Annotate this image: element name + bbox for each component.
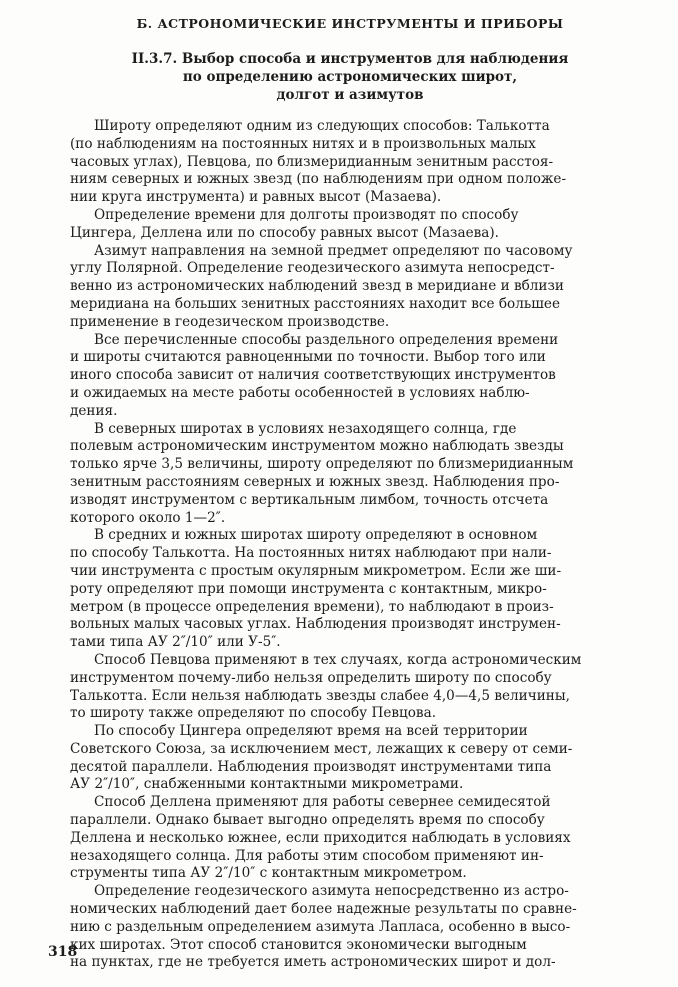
text-line: ниям северных и южных звезд (по наблюдениям при одном положе-: [70, 171, 567, 188]
text-line: По способу Цингера определяют время на всей территории: [94, 723, 528, 740]
text-line: применение в геодезическом производстве.: [70, 313, 390, 330]
text-line: зенитным расстояниям северных и южных звезд. Наблюдения про-: [70, 473, 560, 490]
text-line: Азимут направления на земной предмет определяют по часовому: [94, 242, 573, 259]
text-line: нию с раздельным определением азимута Лапласа, особенно в высо-: [70, 918, 571, 935]
text-line: струменты типа АУ 2″/10″ с контактным микрометром.: [70, 865, 467, 882]
text-line: Цингера, Деллена или по способу равных высот (Мазаева).: [70, 224, 499, 241]
text-line: Советского Союза, за исключением мест, лежащих к северу от семи-: [70, 740, 573, 757]
text-line: Деллена и несколько южнее, если приходится наблюдать в условиях: [70, 829, 571, 846]
paragraph: [70, 652, 630, 723]
paragraph: [70, 118, 630, 207]
paragraph: [70, 723, 630, 794]
text-line: и широты считаются равноценными по точности. Выбор того или: [70, 349, 546, 366]
paragraph: [70, 421, 630, 528]
text-line: инструментом почему-либо нельзя определить широту по способу: [70, 669, 552, 686]
text-line: (по наблюдениям на постоянных нитях и в произвольных малых: [70, 135, 536, 152]
body-text: [70, 118, 630, 972]
title-line: II.3.7. Выбор способа и инструментов для наблюдения: [131, 51, 569, 67]
page-number: 318: [48, 944, 78, 960]
text-line: нии круга инструмента) и равных высот (Мазаева).: [70, 189, 442, 206]
paragraph: [70, 883, 630, 972]
text-line: которого около 1—2″.: [70, 509, 226, 526]
text-line: Способ Деллена применяют для работы севернее семидесятой: [94, 794, 551, 811]
text-line: по способу Талькотта. На постоянных нитях наблюдают при нали-: [70, 545, 552, 562]
text-line: Талькотта. Если нельзя наблюдать звезды слабее 4,0—4,5 величины,: [70, 687, 570, 704]
text-line: меридиана на больших зенитных расстояниях находит все большее: [70, 295, 560, 312]
paragraph: [70, 794, 630, 883]
text-line: Определение времени для долготы производят по способу: [94, 206, 519, 223]
paragraph: [70, 527, 630, 652]
text-line: часовых углах), Певцова, по близмеридианным зенитным расстоя-: [70, 153, 554, 170]
subsection-title: [60, 50, 640, 104]
text-line: венно из астрономических наблюдений звезд в меридиане и вблизи: [70, 278, 564, 295]
text-line: и ожидаемых на месте работы особенностей в условиях наблю-: [70, 384, 530, 401]
text-line: номических наблюдений дает более надежные результаты по сравне-: [70, 901, 577, 918]
text-line: роту определяют при помощи инструмента с контактным, микро-: [70, 580, 547, 597]
text-line: Все перечисленные способы раздельного определения времени: [94, 331, 559, 348]
text-line: Широту определяют одним из следующих способов: Талькотта: [94, 118, 550, 134]
section-heading: Б. АСТРОНОМИЧЕСКИЕ ИНСТРУМЕНТЫ И ПРИБОРЫ: [136, 16, 564, 31]
text-line: углу Полярной. Определение геодезического азимута непосредст-: [70, 260, 555, 277]
title-line: по определению астрономических широт,: [182, 69, 518, 85]
text-line: АУ 2″/10″, снабженными контактными микрометрами.: [70, 776, 464, 793]
text-line: полевым астрономическим инструментом можно наблюдать звезды: [70, 438, 564, 455]
text-line: В северных широтах в условиях незаходящего солнца, где: [94, 420, 517, 437]
paragraph: [70, 243, 630, 332]
paragraph: [70, 207, 630, 243]
text-line: незаходящего солнца. Для работы этим способом применяют ин-: [70, 847, 544, 864]
text-line: ких широтах. Этот способ становится экономически выгодным: [70, 936, 527, 953]
text-line: В средних и южных широтах широту определяют в основном: [94, 527, 538, 544]
text-line: то широту также определяют по способу Певцова.: [70, 705, 437, 722]
text-line: изводят инструментом с вертикальным лимбом, точность отсчета: [70, 491, 549, 508]
text-line: только ярче 3,5 величины, широту определяют по близмеридианным: [70, 456, 574, 473]
text-line: иного способа зависит от наличия соответствующих инструментов: [70, 367, 556, 384]
paragraph: [70, 332, 630, 421]
text-line: Способ Певцова применяют в тех случаях, когда астрономическим: [94, 651, 582, 668]
text-line: чии инструмента с простым окулярным микрометром. Если же ши-: [70, 562, 562, 579]
text-line: тами типа АУ 2″/10″ или У-5″.: [70, 634, 281, 651]
text-line: вольных малых часовых углах. Наблюдения производят инструмен-: [70, 616, 561, 633]
text-line: десятой параллели. Наблюдения производят инструментами типа: [70, 758, 552, 775]
text-line: на пунктах, где не требуется иметь астрономических широт и дол-: [70, 954, 556, 971]
text-line: параллели. Однако бывает выгодно определять время по способу: [70, 812, 545, 829]
title-line: долгот и азимутов: [276, 87, 424, 103]
text-line: метром (в процессе определения времени), то наблюдают в произ-: [70, 598, 554, 615]
text-line: дения.: [70, 402, 118, 419]
text-line: Определение геодезического азимута непосредственно из астро-: [94, 883, 569, 900]
